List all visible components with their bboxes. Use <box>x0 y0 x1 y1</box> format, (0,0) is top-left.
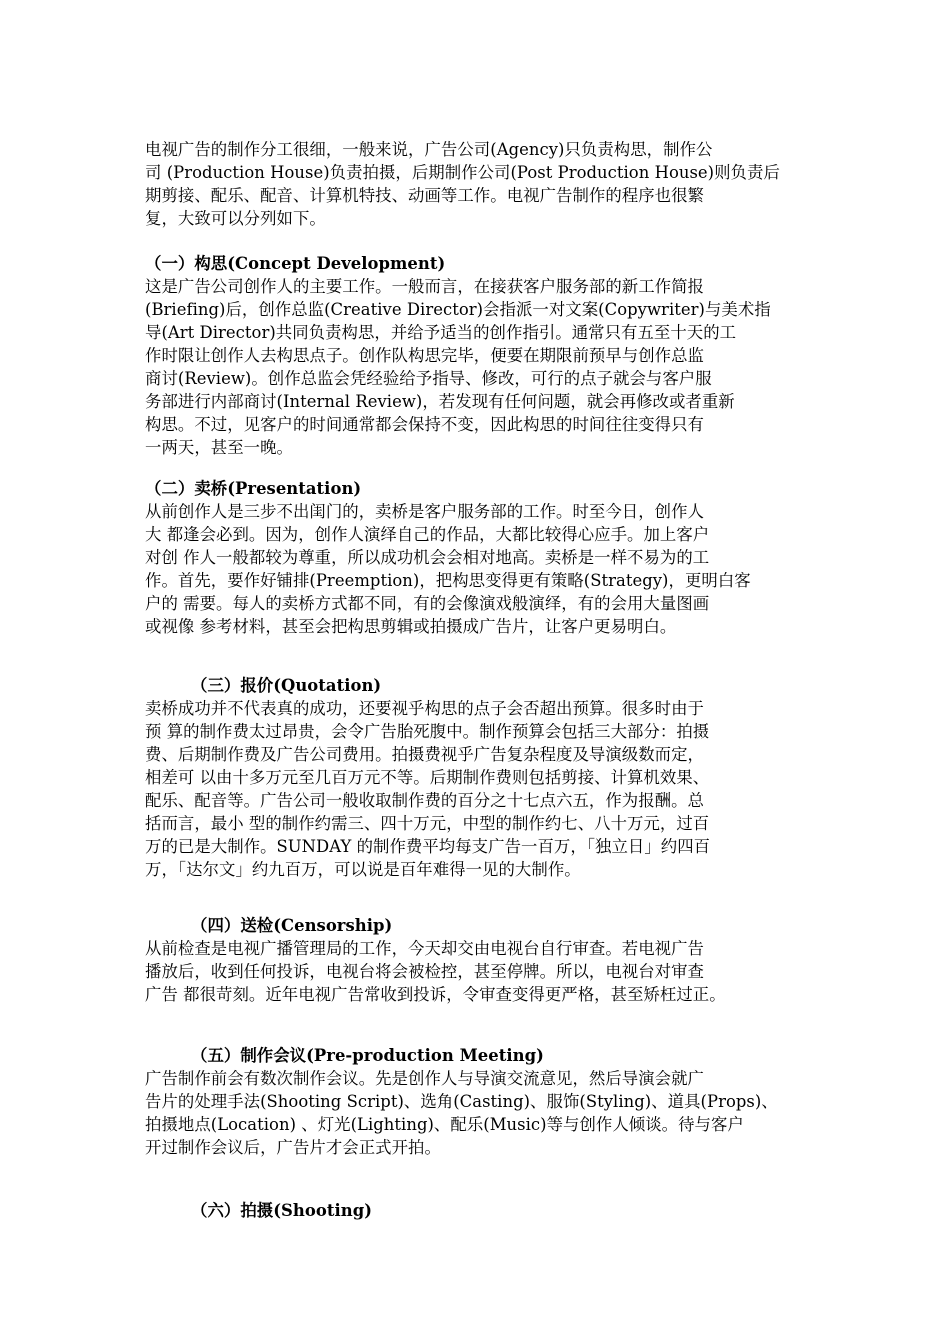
section-heading: （二）卖桥(Presentation) <box>145 479 362 498</box>
text-line: 拍摄地点(Location) 、灯光(Lighting)、配乐(Music)等与创作人倾谈。待与客户 <box>145 1115 744 1134</box>
text-line: 作时限让创作人去构思点子。创作队构思完毕，便要在期限前预早与创作总监 <box>145 346 704 365</box>
text-line: 务部进行内部商讨(Internal Review)，若发现有任何问题，就会再修改或者重新 <box>145 392 735 411</box>
text-line: 对创 作人一般都较为尊重，所以成功机会会相对地高。卖桥是一样不易为的工 <box>145 548 710 567</box>
text-line: 作。首先，要作好铺排(Preemption)，把构思变得更有策略(Strategy)，更明白客 <box>145 571 751 590</box>
section-shooting <box>145 1199 817 1222</box>
text-line: 卖桥成功并不代表真的成功，还要视乎构思的点子会否超出预算。很多时由于 <box>145 699 704 718</box>
text-line: 电视广告的制作分工很细，一般来说，广告公司(Agency)只负责构思，制作公 <box>145 140 713 159</box>
text-line: 复，大致可以分列如下。 <box>145 209 326 228</box>
section-censorship <box>145 914 817 1006</box>
text-line: 配乐、配音等。广告公司一般收取制作费的百分之十七点六五，作为报酬。总 <box>145 791 704 810</box>
text-line: 万，「达尔文」约九百万，可以说是百年难得一见的大制作。 <box>145 860 581 879</box>
text-line: 导(Art Director)共同负责构思，并给予适当的创作指引。通常只有五至十天的工 <box>145 323 737 342</box>
text-line: (Briefing)后，创作总监(Creative Director)会指派一对文案(Copywriter)与美术指 <box>145 300 771 319</box>
text-line: 从前创作人是三步不出闺门的，卖桥是客户服务部的工作。时至今日，创作人 <box>145 502 704 521</box>
text-line: 广告制作前会有数次制作会议。先是创作人与导演交流意见，然后导演会就广 <box>145 1069 704 1088</box>
section-quotation <box>145 674 817 881</box>
text-line: 广告 都很苛刻。近年电视广告常收到投诉，令审查变得更严格，甚至矫枉过正。 <box>145 985 726 1004</box>
text-line: 预 算的制作费太过昂贵，会令广告胎死腹中。制作预算会包括三大部分：拍摄 <box>145 722 710 741</box>
intro-paragraph <box>145 138 817 230</box>
section-heading: （六）拍摄(Shooting) <box>191 1201 373 1220</box>
text-line: 商讨(Review)。创作总监会凭经验给予指导、修改，可行的点子就会与客户服 <box>145 369 712 388</box>
text-line: 万的已是大制作。SUNDAY 的制作费平均每支广告一百万，「独立日」约四百 <box>145 837 711 856</box>
text-line: 从前检查是电视广播管理局的工作，今天却交由电视台自行审查。若电视广告 <box>145 939 704 958</box>
section-heading: （四）送检(Censorship) <box>191 916 393 935</box>
section-presentation <box>145 477 817 638</box>
text-line: 户的 需要。每人的卖桥方式都不同，有的会像演戏般演绎，有的会用大量图画 <box>145 594 710 613</box>
text-line: 播放后，收到任何投诉，电视台将会被检控，甚至停牌。所以，电视台对审查 <box>145 962 704 981</box>
text-line: 括而言，最小 型的制作约需三、四十万元，中型的制作约七、八十万元，过百 <box>145 814 710 833</box>
text-line: 大 都逢会必到。因为，创作人演绎自己的作品，大都比较得心应手。加上客户 <box>145 525 710 544</box>
text-line: 这是广告公司创作人的主要工作。一般而言，在接获客户服务部的新工作简报 <box>145 277 704 296</box>
text-line: 相差可 以由十多万元至几百万元不等。后期制作费则包括剪接、计算机效果、 <box>145 768 710 787</box>
text-line: 构思。不过，见客户的时间通常都会保持不变，因此构思的时间往往变得只有 <box>145 415 704 434</box>
section-heading: （五）制作会议(Pre-production Meeting) <box>191 1046 544 1065</box>
section-heading: （一）构思(Concept Development) <box>145 254 446 273</box>
text-line: 司 (Production House)负责拍摄，后期制作公司(Post Production House)则负责后 <box>145 163 780 182</box>
text-line: 告片的处理手法(Shooting Script)、选角(Casting)、服饰(Styling)、道具(Props)、 <box>145 1092 778 1111</box>
section-concept-development <box>145 252 817 459</box>
text-line: 开过制作会议后，广告片才会正式开拍。 <box>145 1138 441 1157</box>
text-line: 一两天，甚至一晚。 <box>145 438 293 457</box>
section-pre-production-meeting <box>145 1044 817 1159</box>
text-line: 费、后期制作费及广告公司费用。拍摄费视乎广告复杂程度及导演级数而定， <box>145 745 704 764</box>
text-line: 期剪接、配乐、配音、计算机特技、动画等工作。电视广告制作的程序也很繁 <box>145 186 704 205</box>
section-heading: （三）报价(Quotation) <box>191 676 382 695</box>
text-line: 或视像 参考材料，甚至会把构思剪辑或拍摄成广告片，让客户更易明白。 <box>145 617 677 636</box>
